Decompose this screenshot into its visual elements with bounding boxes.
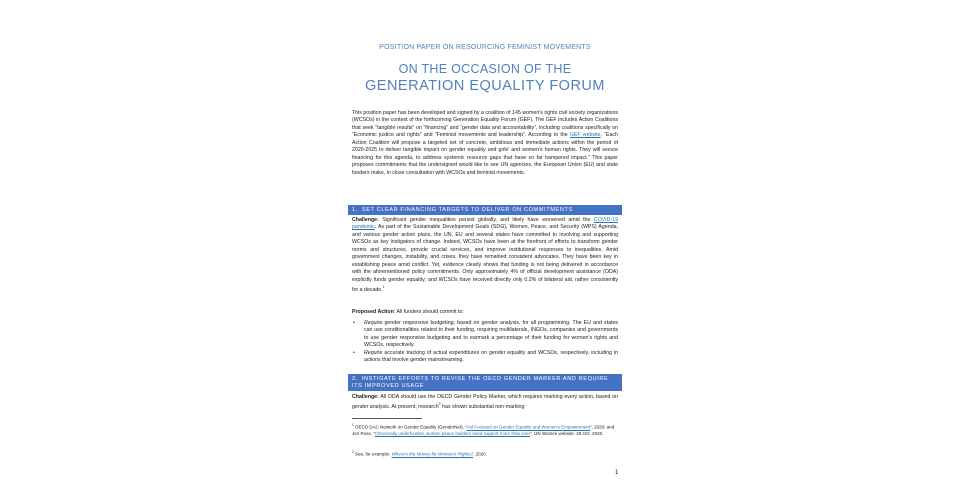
footnote-1-number: 1	[352, 423, 354, 427]
list-item	[352, 320, 618, 350]
proposed-action-text: : All funders should commit to:	[393, 309, 464, 315]
challenge-label: Challenge:	[352, 217, 379, 223]
footnote-1	[352, 422, 618, 437]
covid-link[interactable]: COVID-19 pandemic	[352, 217, 618, 231]
list-item	[352, 350, 618, 365]
proposed-action-label: Proposed Action	[352, 309, 394, 315]
bullet-emphasis: Require	[364, 349, 383, 356]
section-2-heading	[348, 374, 622, 391]
bullet-icon: •	[353, 320, 355, 326]
footnote-1-text-a: OECD DAC Network on Gender Equality (GenderNet), “	[353, 424, 467, 430]
challenge-text-1: Significant gender inequalities persist globally, and likely have worsened amid the	[378, 217, 594, 223]
footnote-2-text-b: , 2020.	[473, 451, 487, 457]
section-2-number: 2.	[352, 375, 358, 382]
bullet-emphasis: Require	[364, 320, 383, 326]
proposed-action	[352, 309, 618, 316]
document-kicker: POSITION PAPER ON RESOURCING FEMINIST MOVEMENTS	[379, 44, 591, 51]
footnote-2-text-a: See, for example:	[353, 451, 392, 457]
action-bullet-list	[352, 320, 618, 365]
challenge-label: Challenge:	[352, 394, 379, 400]
footnote-ref-2: 2	[438, 402, 441, 407]
gef-website-link[interactable]: GEF website	[569, 132, 601, 139]
section-1-title: SET CLEAR FINANCING TARGETS TO DELIVER ON COMMITMENTS	[361, 206, 573, 213]
section-1-challenge	[352, 217, 618, 294]
document-page	[340, 0, 630, 500]
title-line-1: ON THE OCCASION OF THE	[398, 62, 572, 76]
page-number: 1	[615, 470, 619, 476]
footnote-divider	[352, 418, 422, 419]
challenge-text-1: All ODA should use the OECD Gender Policy Marker, which requires marking every action, based on gender analysis. At present, research	[352, 394, 618, 411]
section-1-heading	[348, 205, 622, 215]
footnote-ref-1: 1	[382, 285, 385, 290]
section-1-number: 1.	[352, 206, 358, 213]
footnote-1-link-1[interactable]: Aid Focused on Gender Equality and Women's Empowerment	[466, 424, 591, 430]
section-2-title: INSTIGATE EFFORTS TO REVISE THE OECD GENDER MARKER AND REQUIRE ITS IMPROVED USAGE	[352, 375, 609, 389]
bullet-text: gender responsive budgeting, based on gender analysis, for all programming. The EU and states can use conditionalities related to their funding, requiring multilaterals, INGOs, companies and governments to use gender responsive budgeting and to earmark a percentage of their funding for women's rights and WCSOs, respectively.	[364, 320, 618, 349]
bullet-text: accurate tracking of actual expenditures on gender equality and WCSOs, respectively, including in actions that involve gender mainstreaming.	[364, 349, 618, 364]
footnote-2	[352, 449, 618, 458]
footnote-1-text-c: ”, UN Women website, 29 Oct. 2020.	[530, 430, 604, 436]
section-2-challenge	[352, 394, 618, 412]
challenge-text-2: has shown substantial non-marking	[440, 404, 525, 411]
bullet-icon: •	[353, 349, 355, 356]
intro-text-2: , “Each Action Coalition will propose a targeted set of concrete, ambitious and immediate actions within the period of 2020-2025 to deliver tangible impact on gender equality and girls' and women's human rights. They will secure financing for this agenda, to address systemic resource gaps that have so far hampered impact.” This paper proposes commitments that the undersigned would like to see UN agencies, the European Union (EU) and state funders make, in close consultation with WCSOs and feminist movements.	[352, 132, 618, 176]
page-title: GENERATION EQUALITY FORUM	[365, 78, 605, 94]
footnote-1-text-b: ”, 2020; and Jen Ross, “	[352, 424, 615, 436]
challenge-text-2: . As part of the Sustainable Development Goals (SDG), Women, Peace, and Security (WPS) Agenda, and various gender action plans, the UN, EU and several states have committed to involving and supporting WCSOs as key instigators of change. Indeed, WCSOs have been at the forefront of efforts to transform gender norms and structures, provide crucial services, and improve institutional responses to inequalities. Amid government changes, instability, and crises, they have remained consistent advocates. They have been key in establishing peace amid conflict. Yet, evidence clearly shows that funding is not being delivered in accordance with the aforementioned policy commitments. Only approximately 4% of official development assistance (ODA) explicitly funds gender equality; and WCSOs have received directly only 0.2% of bilateral aid, rather consistently for a decade.	[352, 224, 618, 293]
footnote-1-link-2[interactable]: Chronically underfunded, women peace builders need support more than ever	[374, 430, 531, 436]
footnote-2-number: 2	[352, 450, 354, 454]
intro-text-1: This position paper has been developed and signed by a coalition of 145 women's rights civil society organizations (WCSOs) in the context of the forthcoming Generation Equality Forum (GEF). The GEF includes Action Coalitions that seek “tangible results” on “financing” and “gender data and accountability”, including coalitions specifically on “Economic justice and rights” and “Feminist movements and leadership”. According to the	[352, 110, 618, 139]
intro-paragraph	[352, 110, 618, 177]
footnote-2-link[interactable]: Where's the Money for Women's Rights?	[391, 451, 474, 457]
